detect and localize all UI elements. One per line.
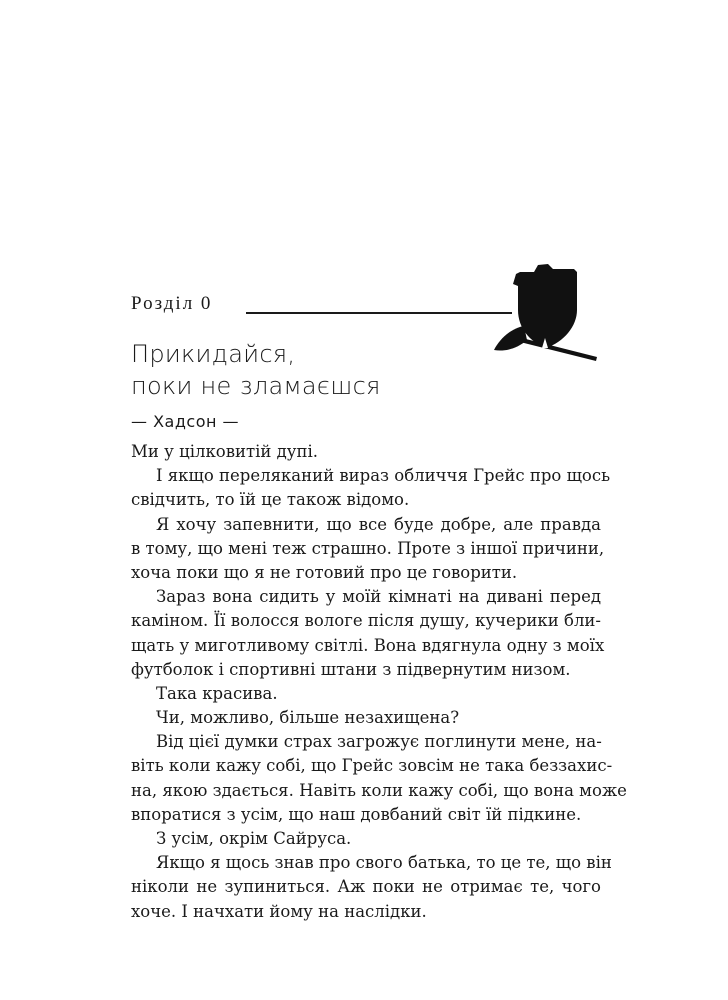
- body-line: Якщо я щось знав про свого батька, то це те, що він: [156, 853, 612, 873]
- shield-with-axe-icon: [490, 262, 602, 362]
- body-line: на, якою здається. Навіть коли кажу собі, що вона може: [131, 780, 627, 800]
- chapter-title-line-2: поки не зламаєшся: [131, 372, 381, 400]
- body-line: впоратися з усім, що наш довбаний світ їй підкине.: [131, 804, 582, 824]
- body-line: в тому, що мені теж страшно. Проте з іншої причини,: [131, 538, 605, 558]
- narrator-name: — Хадсон —: [131, 412, 240, 431]
- body-line: Від цієї думки страх загрожує поглинути мене, на-: [156, 732, 602, 752]
- body-line: віть коли кажу собі, що Грейс зовсім не така беззахис-: [131, 756, 613, 776]
- body-line: каміном. Її волосся вологе після душу, кучерики бли-: [131, 611, 601, 631]
- body-line: ніколи не зупиниться. Аж поки не отримає те, чого: [131, 877, 601, 897]
- chapter-label: Розділ 0: [131, 293, 213, 314]
- body-line: Я хочу запевнити, що все буде добре, але правда: [156, 514, 601, 534]
- chapter-title: [131, 338, 381, 402]
- body-line: хоча поки що я не готовий про це говорити.: [131, 562, 518, 582]
- body-line: хоче. І начхати йому на наслідки.: [131, 901, 427, 921]
- body-line: свідчить, то їй це також відомо.: [131, 490, 410, 510]
- body-line: Така красива.: [156, 683, 278, 703]
- body-line: футболок і спортивні штани з підвернутим низом.: [131, 659, 571, 679]
- body-line: І якщо переляканий вираз обличчя Грейс про щось: [156, 466, 611, 486]
- body-text: [131, 440, 627, 924]
- chapter-rule: [246, 312, 512, 314]
- body-line: щать у миготливому світлі. Вона вдягнула одну з моїх: [131, 635, 605, 655]
- body-line: Зараз вона сидить у моїй кімнаті на дивані перед: [156, 587, 601, 607]
- body-line: З усім, окрім Сайруса.: [156, 829, 352, 848]
- body-line: Чи, можливо, більше незахищена?: [156, 708, 460, 728]
- body-line: Ми у цілковитій дупі.: [131, 442, 319, 461]
- chapter-title-line-1: Прикидайся,: [131, 340, 296, 368]
